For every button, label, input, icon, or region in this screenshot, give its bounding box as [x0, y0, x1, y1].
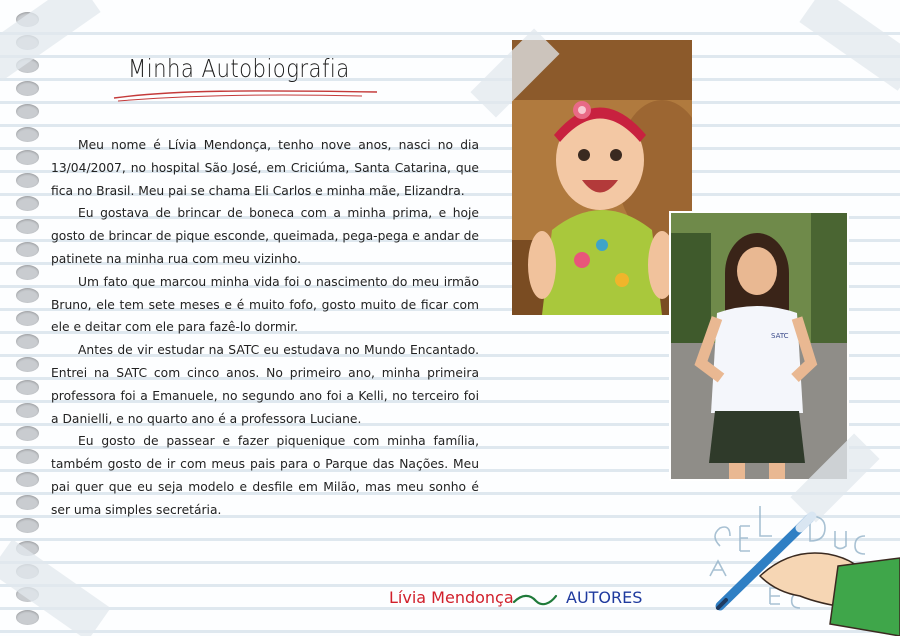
binder-hole [16, 127, 39, 142]
binder-hole [16, 196, 39, 211]
binder-hole [16, 518, 39, 533]
binder-hole [16, 150, 39, 165]
binder-hole [16, 610, 39, 625]
binder-hole [16, 380, 39, 395]
paragraph: Meu nome é Lívia Mendonça, tenho nove anos, nasci no dia 13/04/2007, no hospital São José, em Criciúma, Santa Catarina, que fica no Brasil. Meu pai se chama Eli Carlos e minha mãe, Elizandra. [51, 138, 479, 198]
page-title: Minha Autobiografia [128, 54, 350, 83]
binder-hole [16, 426, 39, 441]
authors-label: AUTORES [566, 588, 643, 607]
tape-strip [799, 0, 900, 91]
swoosh-icon [512, 592, 558, 608]
author-name: Lívia Mendonça [389, 588, 514, 607]
binder-hole [16, 357, 39, 372]
hand-writing-logo-icon [700, 496, 900, 636]
binder-hole [16, 288, 39, 303]
binder-hole [16, 495, 39, 510]
binder-hole [16, 403, 39, 418]
binder-hole [16, 265, 39, 280]
binder-hole [16, 173, 39, 188]
binder-hole [16, 334, 39, 349]
svg-text:SATC: SATC [771, 332, 789, 340]
binder-hole [16, 219, 39, 234]
binder-hole [16, 242, 39, 257]
binder-hole [16, 104, 39, 119]
binder-hole [16, 81, 39, 96]
binder-hole [16, 311, 39, 326]
paragraph: Antes de vir estudar na SATC eu estudava no Mundo Encantado. Entrei na SATC com cinco anos. No primeiro ano, minha primeira professora foi a Emanuele, no segundo ano foi a Kelli, no terceiro foi a Danielli, e no quarto ano é a professora Luciane. [51, 343, 479, 426]
baby-photo [512, 40, 692, 315]
binder-hole [16, 472, 39, 487]
paragraph: Um fato que marcou minha vida foi o nascimento do meu irmão Bruno, ele tem sete meses e é muito fofo, gosto muito de ficar com ele e deitar com ele para fazê-lo dormir. [51, 274, 479, 335]
paragraph: Eu gostava de brincar de boneca com a minha prima, e hoje gosto de brincar de pique esconde, queimada, pega-pega e andar de patinete na minha rua com meu vizinho. [51, 206, 479, 266]
autobiography-text [51, 134, 479, 522]
binder-holes [16, 12, 40, 632]
binder-hole [16, 449, 39, 464]
girl-photo [669, 211, 849, 481]
paragraph: Eu gosto de passear e fazer piquenique com minha família, também gosto de ir com meus pais para o Parque das Nações. Meu pai quer que eu seja modelo e desfile em Milão, mas meu sonho é ser uma simples secretária. [51, 434, 479, 517]
title-underline [112, 86, 382, 106]
